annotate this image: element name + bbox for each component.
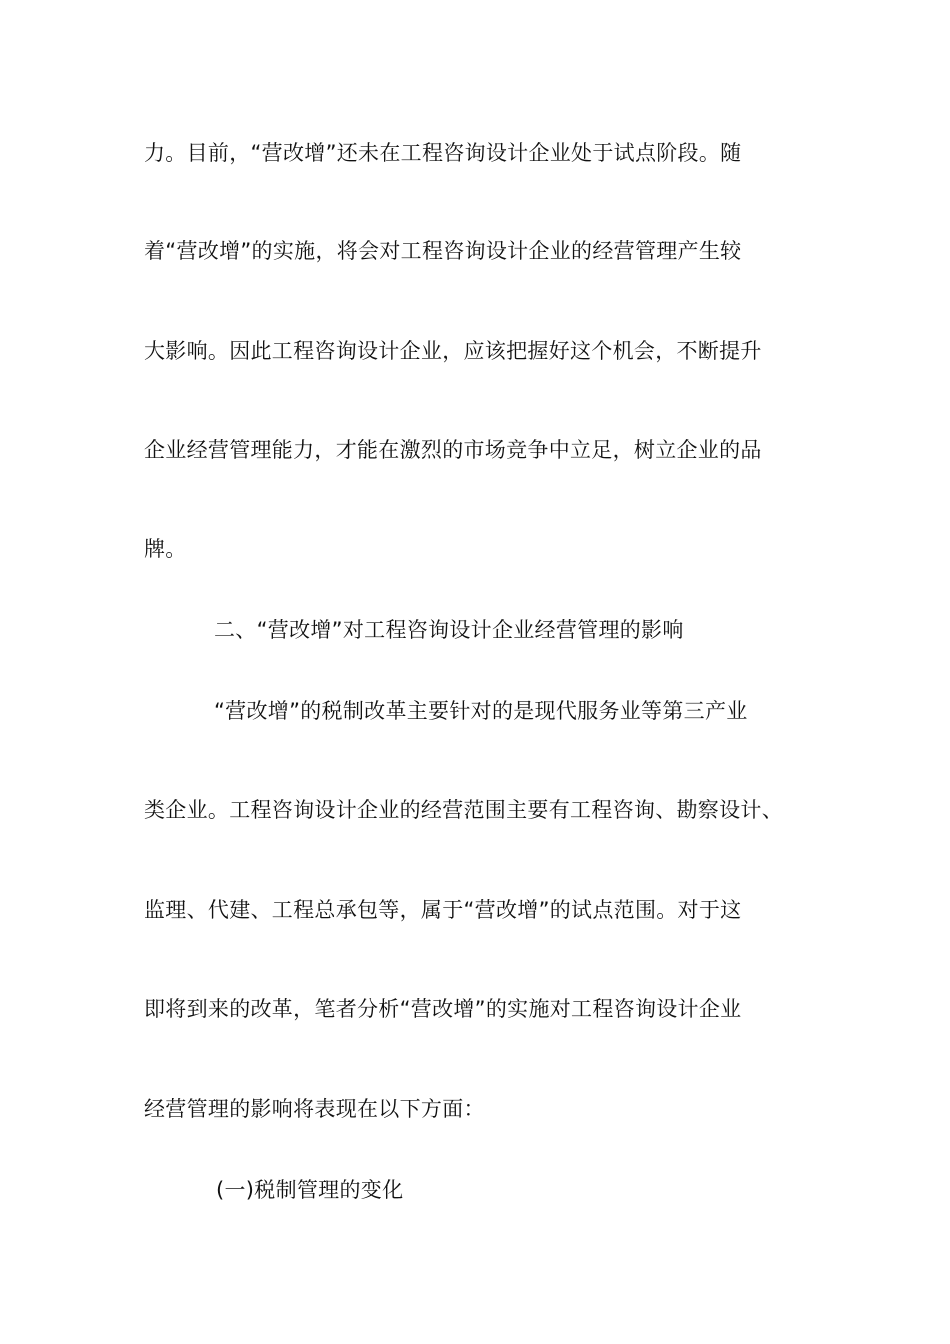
- paragraph-line: 着“营改增”的实施，将会对工程咨询设计企业的经营管理产生较: [144, 239, 742, 263]
- paragraph-line: 大影响。因此工程咨询设计企业，应该把握好这个机会，不断提升: [144, 339, 762, 363]
- paragraph-line: 经营管理的影响将表现在以下方面：: [144, 1097, 485, 1121]
- paragraph-line: 力。目前，“营改增”还未在工程咨询设计企业处于试点阶段。随: [144, 141, 742, 165]
- paragraph-line: 企业经营管理能力，才能在激烈的市场竞争中立足，树立企业的品: [144, 438, 762, 462]
- section-heading: 二、“营改增”对工程咨询设计企业经营管理的影响: [214, 618, 684, 642]
- paragraph-line: 类企业。工程咨询设计企业的经营范围主要有工程咨询、勘察设计、: [144, 798, 783, 822]
- paragraph-line: “营改增”的税制改革主要针对的是现代服务业等第三产业: [214, 699, 748, 723]
- paragraph-line: 牌。: [144, 537, 187, 561]
- paragraph-line: 监理、代建、工程总承包等，属于“营改增”的试点范围。对于这: [144, 898, 742, 922]
- paragraph-line: 即将到来的改革，笔者分析“营改增”的实施对工程咨询设计企业: [144, 997, 742, 1021]
- subsection-heading: (一)税制管理的变化: [216, 1178, 404, 1202]
